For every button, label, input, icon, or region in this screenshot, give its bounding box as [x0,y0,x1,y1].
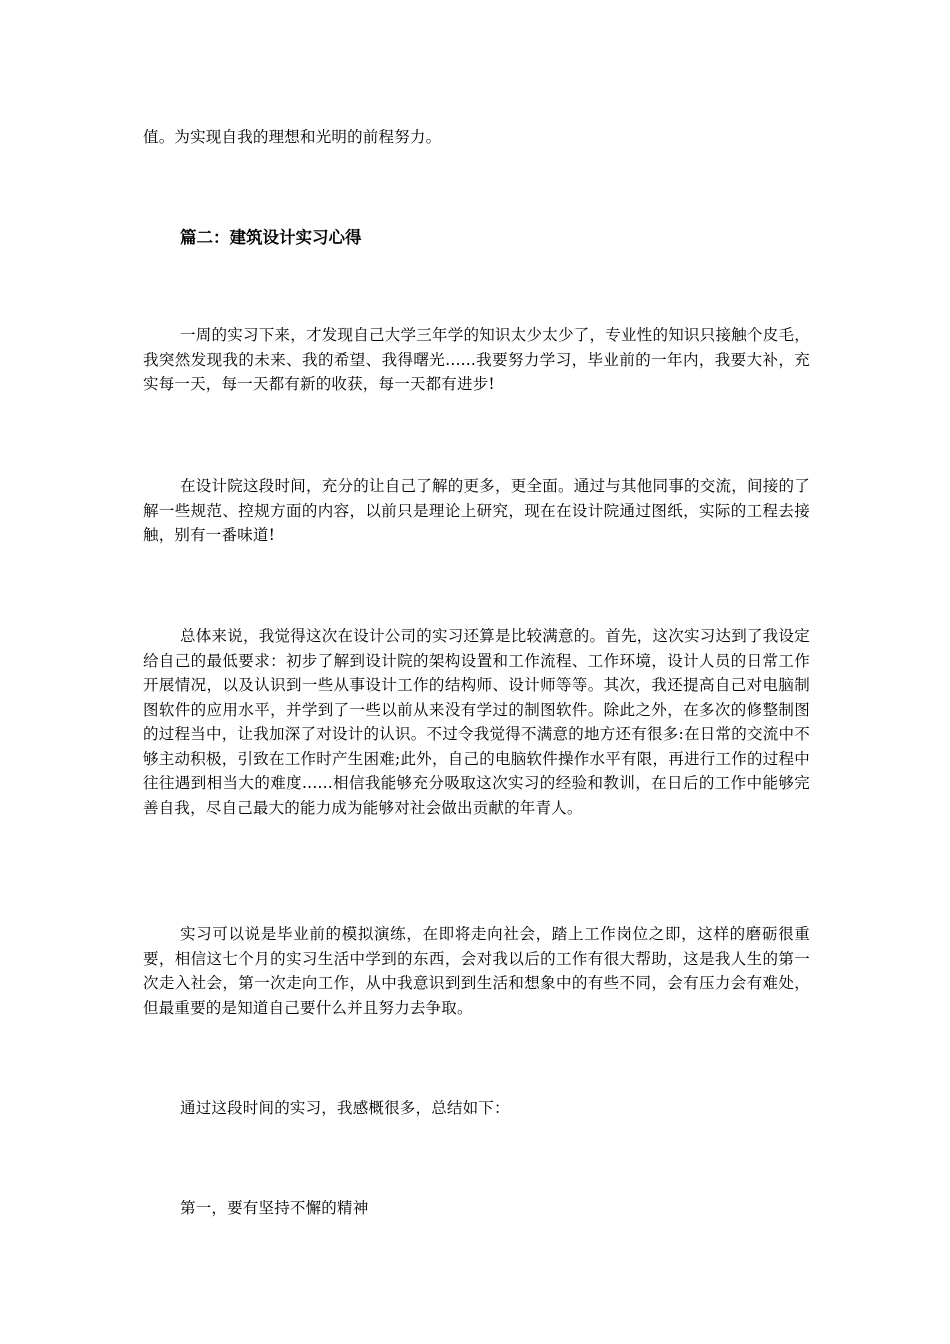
paragraph-2: 在设计院这段时间，充分的让自己了解的更多，更全面。通过与其他同事的交流，间接的了解一些规范、控规方面的内容，以前只是理论上研究，现在在设计院通过图纸，实际的工程去接触，别有一番味道! [143,477,810,544]
section-heading: 篇二：建筑设计实习心得 [180,228,362,247]
opening-line: 值。为实现自我的理想和光明的前程努力。 [143,128,442,146]
paragraph-3: 总体来说，我觉得这次在设计公司的实习还算是比较满意的。首先，这次实习达到了我设定给自己的最低要求：初步了解到设计院的架构设置和工作流程、工作环境，设计人员的日常工作开展情况，以及认识到一些从事设计工作的结构师、设计师等等。其次，我还提高自己对电脑制图软件的应用水平，并学到了一些以前从来没有学过的制图软件。除此之外，在多次的修整制图的过程当中，让我加深了对设计的认识。不过令我觉得不满意的地方还有很多:在日常的交流中不够主动积极，引致在工作时产生困难;此外，自己的电脑软件操作水平有限，再进行工作的过程中往往遇到相当大的难度......相信我能够充分吸取这次实习的经验和教训，在日后的工作中能够完善自我，尽自己最大的能力成为能够对社会做出贡献的年青人。 [143,627,810,817]
paragraph-1: 一周的实习下来，才发现自己大学三年学的知识太少太少了，专业性的知识只接触个皮毛，我突然发现我的未来、我的希望、我得曙光......我要努力学习，毕业前的一年内，我要大补，充实每一天，每一天都有新的收获，每一天都有进步! [143,326,810,393]
paragraph-4: 实习可以说是毕业前的模拟演练，在即将走向社会，踏上工作岗位之即，这样的磨砺很重要，相信这七个月的实习生活中学到的东西，会对我以后的工作有很大帮助，这是我人生的第一次走入社会，第一次走向工作，从中我意识到到生活和想象中的有些不同，会有压力会有难处，但最重要的是知道自己要什么并且努力去争取。 [143,925,810,1017]
paragraph-5: 通过这段时间的实习，我感概很多，总结如下： [180,1099,510,1117]
paragraph-6: 第一，要有坚持不懈的精神 [180,1199,369,1217]
